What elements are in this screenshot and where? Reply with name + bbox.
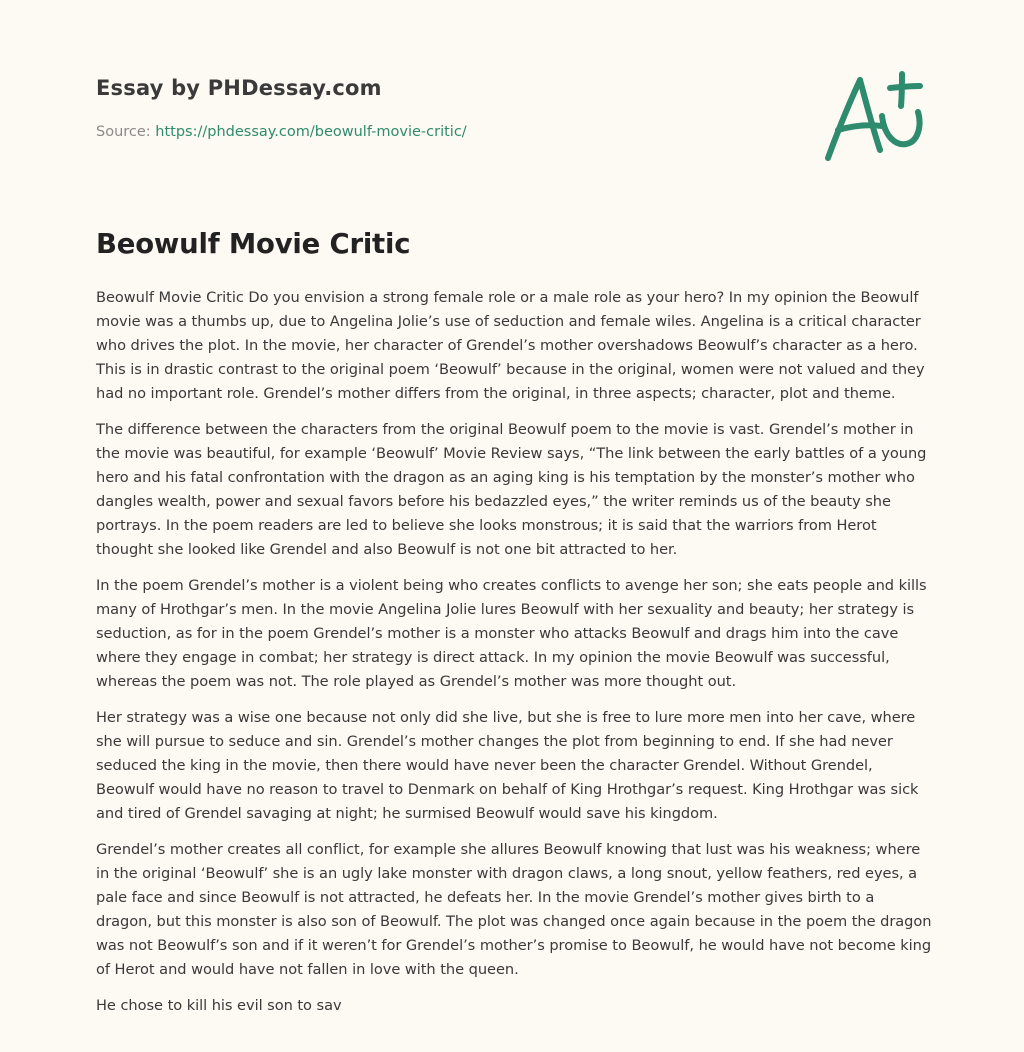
header [96,0,932,200]
paragraph: Her strategy was a wise one because not only did she live, but she is free to lure more men into her cave, where she will pursue to seduce and sin. Grendel’s mother changes the plot from beginning to end. If she had never seduced the king in the movie, then there would have never been the character Grendel. Without Grendel, Beowulf would have no reason to travel to Denmark on behalf of King Hrothgar’s request. King Hrothgar was sick and tired of Grendel savaging at night; he surmised Beowulf would save his kingdom. [96,709,919,822]
site-brand: Essay by PHDessay.com [96,76,382,100]
essay-body [96,286,932,1030]
paragraph: In the poem Grendel’s mother is a violent being who creates conflicts to avenge her son; she eats people and kills many of Hrothgar’s men. In the movie Angelina Jolie lures Beowulf with her sexuality and beauty; her strategy is seduction, as for in the poem Grendel’s mother is a monster who attacks Beowulf and drags him into the cave where they engage in combat; her strategy is direct attack. In my opinion the movie Beowulf was successful, whereas the poem was not. The role played as Grendel’s mother was more thought out. [96,577,927,690]
source-label: Source: [96,124,156,140]
essay-page [96,0,932,1014]
paragraph: The difference between the characters from the original Beowulf poem to the movie is vast. Grendel’s mother in the movie was beautiful, for example ‘Beowulf’ Movie Review says, “The link between the early battles of a young hero and his fatal confrontation with the dragon as an aging king is his temptation by the monster’s mother who dangles wealth, power and sexual favors before his bedazzled eyes,” the writer reminds us of the beauty she portrays. In the poem readers are led to believe she looks monstrous; it is said that the warriors from Herot thought she looked like Grendel and also Beowulf is not one bit attracted to her. [96,421,927,558]
paragraph: He chose to kill his evil son to sav [96,997,342,1014]
source-link[interactable]: https://phdessay.com/beowulf-movie-critic/ [155,124,467,140]
paragraph: Grendel’s mother creates all conflict, for example she allures Beowulf knowing that lust was his weakness; where in the original ‘Beowulf’ she is an ugly lake monster with dragon claws, a long snout, yellow feathers, red eyes, a pale face and since Beowulf is not attracted, he defeats her. In the movie Grendel’s mother gives birth to a dragon, but this monster is also son of Beowulf. The plot was changed once again because in the poem the dragon was not Beowulf’s son and if it weren’t for Grendel’s mother’s promise to Beowulf, he would have not become king of Herot and would have not fallen in love with the queen. [96,841,932,978]
paragraph: Beowulf Movie Critic Do you envision a strong female role or a male role as your hero? In my opinion the Beowulf movie was a thumbs up, due to Angelina Jolie’s use of seduction and female wiles. Angelina is a critical character who drives the plot. In the movie, her character of Grendel’s mother overshadows Beowulf’s character as a hero. This is in drastic contrast to the original poem ‘Beowulf’ because in the original, women were not valued and they had no important role. Grendel’s mother differs from the original, in three aspects; character, plot and theme. [96,289,925,402]
source-line [96,124,467,140]
a-plus-logo-icon [822,66,926,166]
essay-title: Beowulf Movie Critic [96,228,411,260]
